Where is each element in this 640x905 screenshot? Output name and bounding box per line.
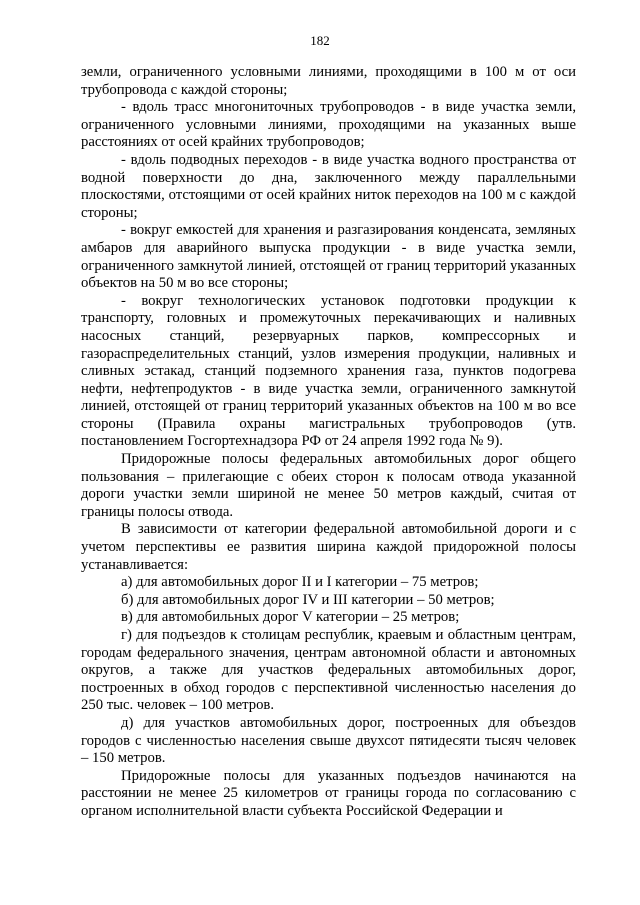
list-item: б) для автомобильных дорог IV и III категории – 50 метров; (121, 591, 495, 608)
paragraph: - вдоль трасс многониточных трубопроводов - в виде участка земли, ограниченного условными линиями, проходящими на указанных выше расстояниях от осей крайних трубопроводов; (81, 99, 576, 151)
paragraph: В зависимости от категории федеральной автомобильной дороги и с учетом перспективы ее развития ширина каждой придорожной полосы устанавливается: (81, 521, 576, 573)
paragraph: - вокруг емкостей для хранения и разгазирования конденсата, земляных амбаров для аварийного выпуска продукции - в виде участка земли, ограниченного замкнутой линией, отстоящей от границ территорий указанных объектов на 50 м во все стороны; (81, 222, 576, 292)
paragraph: Придорожные полосы федеральных автомобильных дорог общего пользования – прилегающие с обеих сторон к полосам отвода указанной дороги участки земли шириной не менее 50 метров каждый, считая от границы полосы отвода. (81, 451, 576, 520)
paragraph: - вокруг технологических установок подготовки продукции к транспорту, головных и промежуточных перекачивающих и наливных насосных станций, резервуарных парков, компрессорных и газораспределительных станций, узлов измерения продукции, наливных и сливных эстакад, станций подземного хранения газа, пунктов подогрева нефти, нефтепродуктов - в виде участка земли, ограниченного замкнутой линией, отстоящей от границ территорий указанных объектов на 100 м во все стороны (Правила охраны магистральных трубопроводов (утв. постановлением Госгортехнадзора РФ от 24 апреля 1992 года № 9). (81, 292, 576, 450)
paragraph: земли, ограниченного условными линиями, проходящими в 100 м от оси трубопровода с каждой стороны; (81, 64, 576, 98)
list-item: г) для подъездов к столицам республик, краевым и областным центрам, городам федерального значения, центрам автономной области и автономных округов, а также для участков федеральных автомобильных дорог, построенных в обход городов с перспективной численностью населения до 250 тыс. человек – 100 метров. (81, 627, 576, 714)
list-item: д) для участков автомобильных дорог, построенных для объездов городов с численностью населения свыше двухсот пятидесяти тысяч человек – 150 метров. (81, 714, 576, 767)
paragraph: Придорожные полосы для указанных подъездов начинаются на расстоянии не менее 25 километров от границы города по согласованию с органом исполнительной власти субъекта Российской Федерации и (81, 767, 576, 819)
body-text (81, 64, 576, 821)
list-item: в) для автомобильных дорог V категории – 25 метров; (121, 609, 460, 626)
page-number: 182 (310, 33, 330, 48)
list-item: а) для автомобильных дорог II и I категории – 75 метров; (121, 574, 479, 591)
paragraph: - вдоль подводных переходов - в виде участка водного пространства от водной поверхности до дна, заключенного между параллельными плоскостями, отстоящими от осей крайних ниток переходов на 100 м с каждой стороны; (81, 151, 576, 221)
